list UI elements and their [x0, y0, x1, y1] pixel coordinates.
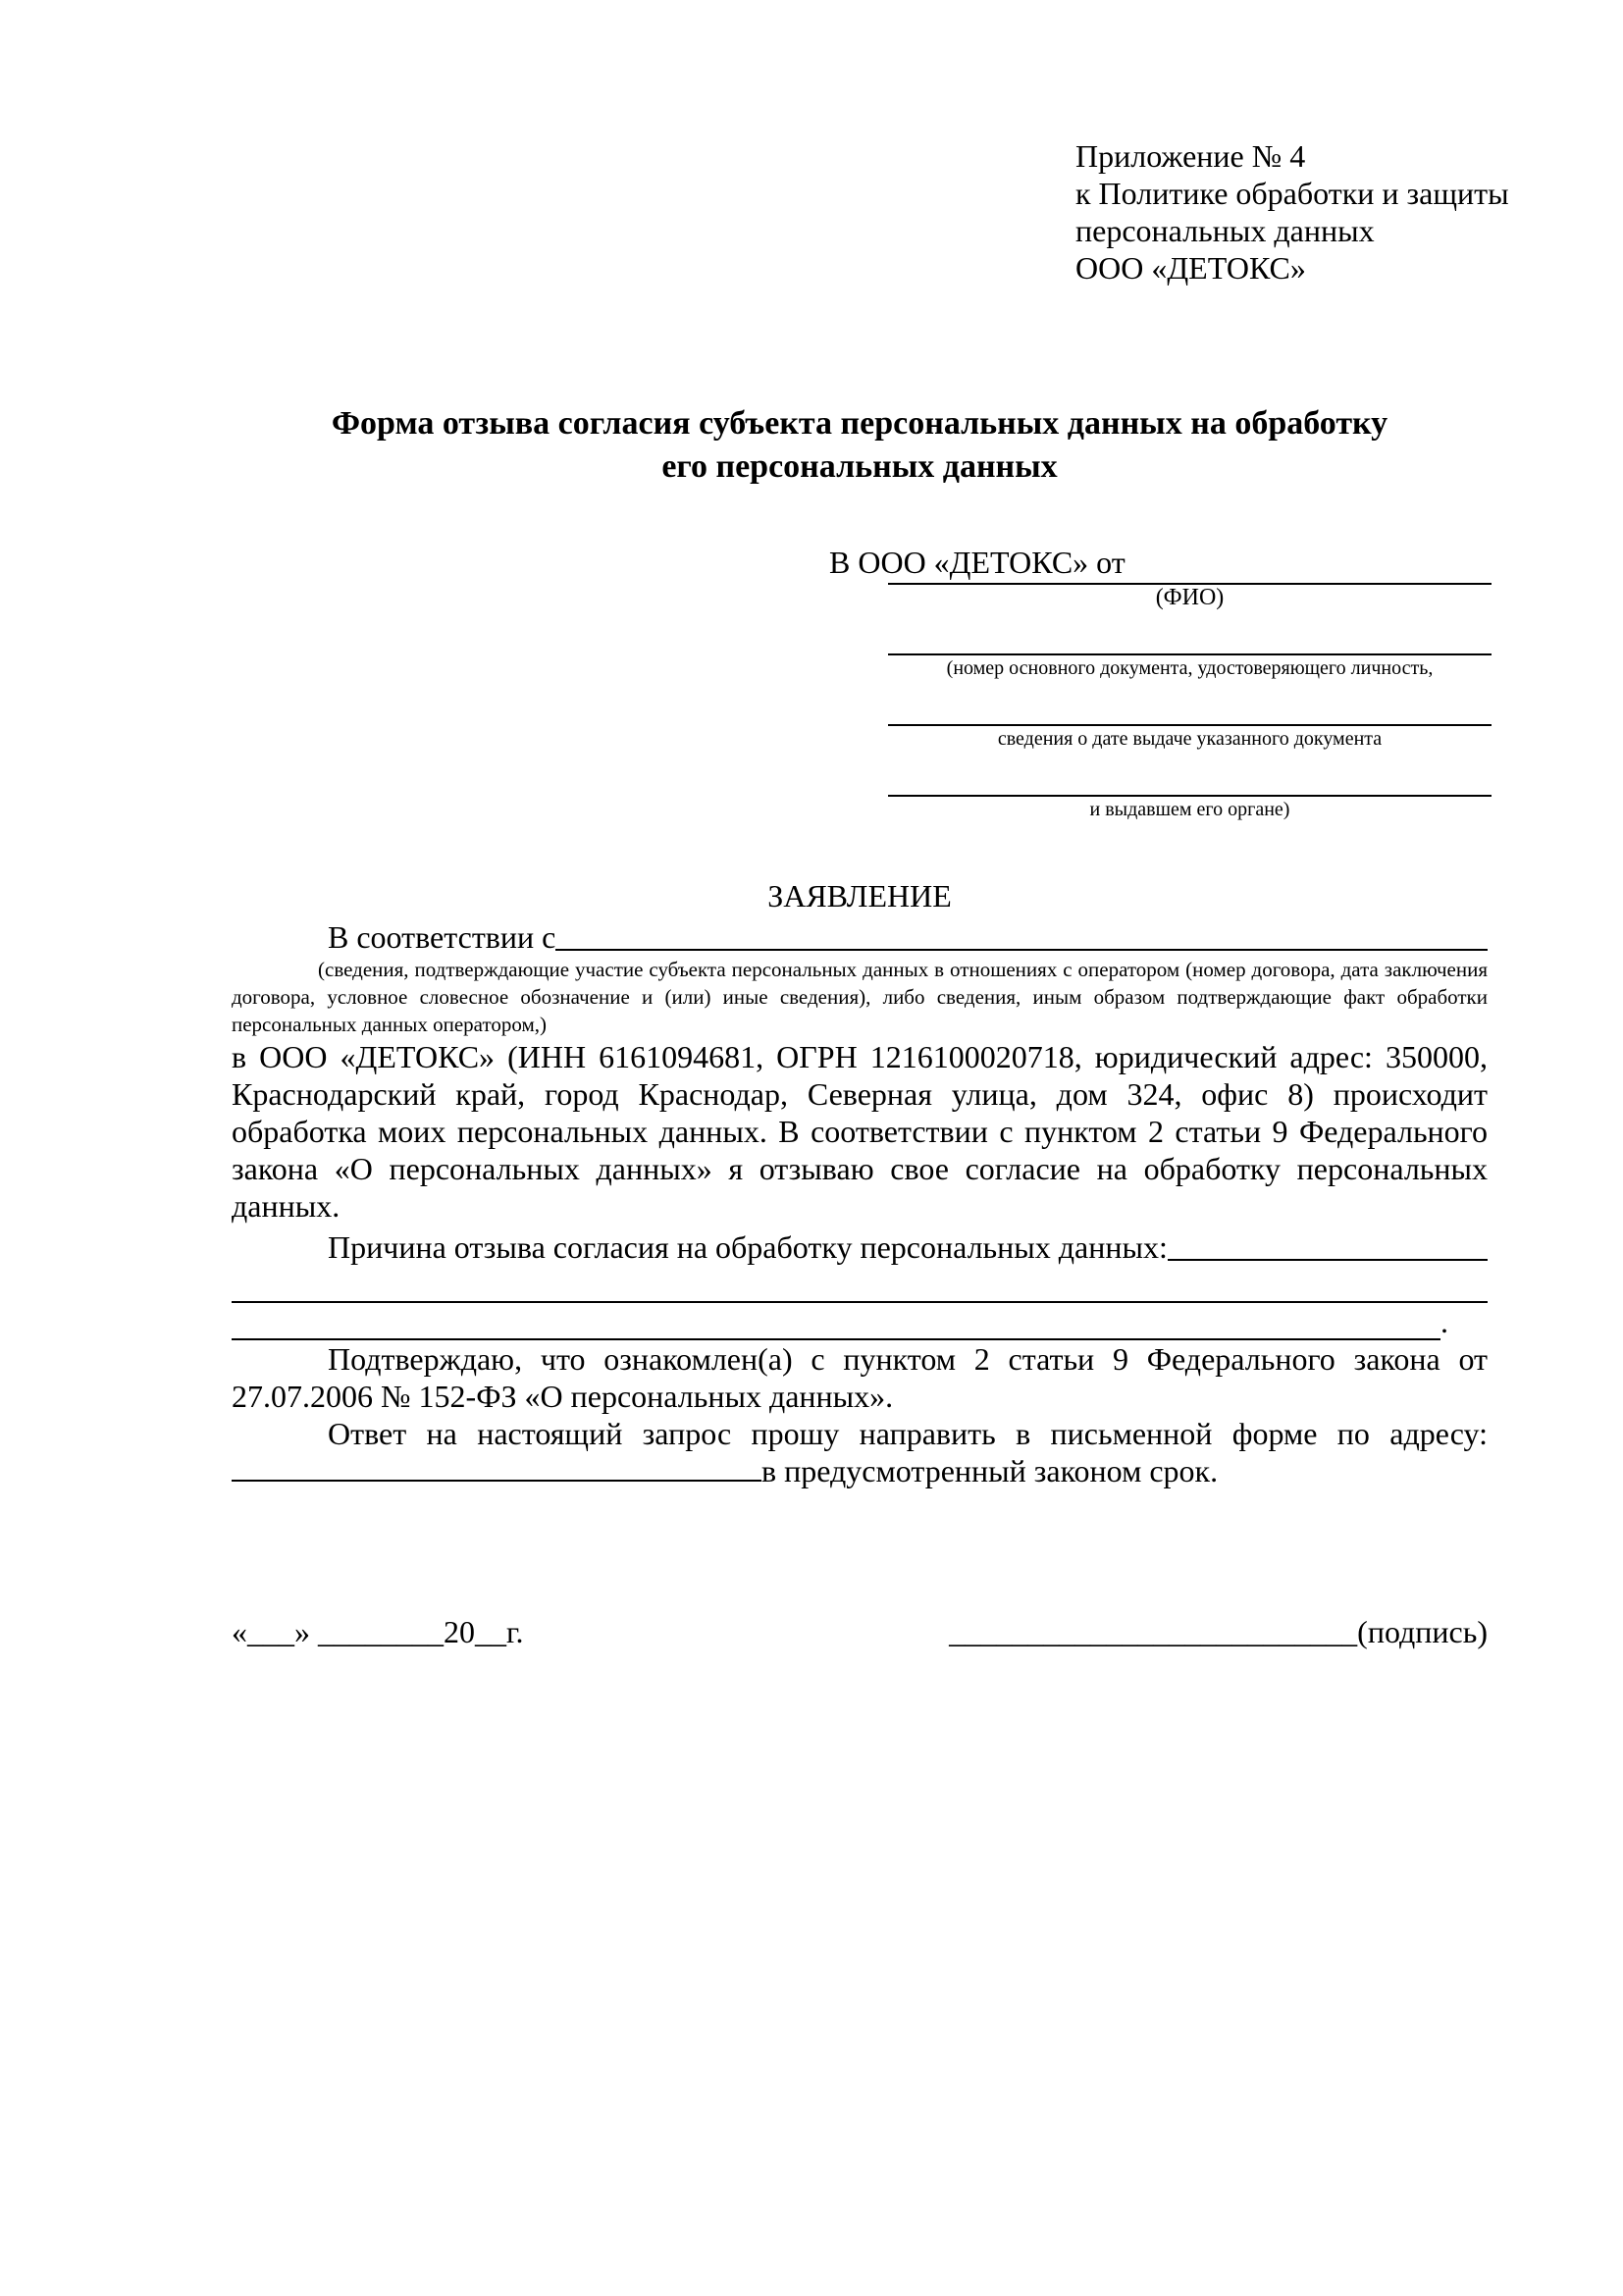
reason-continuation-rule: [232, 1303, 1440, 1340]
appendix-note: [1075, 137, 1509, 287]
appendix-line: к Политике обработки и защиты: [1075, 176, 1509, 211]
reason-blank-line: [1168, 1228, 1488, 1261]
response-intro: Ответ на настоящий запрос прошу направить в письменной форме по адресу:: [328, 1416, 1488, 1451]
document-number-blank-field: [888, 653, 1492, 681]
confirmation-paragraph: Подтверждаю, что ознакомлен(а) с пунктом 2 статьи 9 Федерального закона от 27.07.2006 № 152-ФЗ «О персональных данных».: [232, 1341, 1488, 1414]
signature-caption: (подпись): [1357, 1614, 1488, 1649]
issue-date-caption: сведения о дате выдаче указанного документа: [997, 728, 1383, 750]
document-title-line-1: Форма отзыва согласия субъекта персональных данных на обработку: [331, 405, 1388, 442]
statement-intro-label: В соответствии с: [328, 919, 556, 955]
response-suffix: в предусмотренный законом срок.: [761, 1453, 1219, 1488]
reason-row: [232, 1228, 1488, 1266]
statement-heading: ЗАЯВЛЕНИЕ: [767, 878, 952, 913]
document-title-line-2: его персональных данных: [661, 448, 1058, 485]
appendix-line: ООО «ДЕТОКС»: [1075, 250, 1306, 286]
statement-intro-blank-line: [555, 918, 1488, 951]
issue-date-blank-field: [888, 724, 1492, 752]
signature-field: [949, 1613, 1488, 1650]
addressee-line: В ООО «ДЕТОКС» от: [829, 545, 1126, 580]
statement-intro-row: [232, 918, 1488, 956]
reason-terminator: .: [1440, 1304, 1448, 1339]
main-paragraph: в ООО «ДЕТОКС» (ИНН 6161094681, ОГРН 1216100020718, юридический адрес: 350000, Краснодарский край, город Краснодар, Северная улица, дом 324, офис 8) происходит обработка моих персональных данных. В соответствии с пунктом 2 статьи 9 Федерального закона «О персональных данных» я отзываю свое согласие на обработку персональных данных.: [232, 1039, 1488, 1224]
appendix-line: Приложение № 4: [1075, 138, 1306, 174]
fio-caption: (ФИО): [1155, 585, 1225, 610]
fio-blank-field: [888, 583, 1492, 610]
reason-continuation-line-2: [232, 1303, 1488, 1340]
document-title: [232, 402, 1488, 489]
signature-blank-line: __________________________: [949, 1614, 1358, 1649]
response-paragraph: [232, 1415, 1488, 1489]
reason-label: Причина отзыва согласия на обработку персональных данных:: [328, 1229, 1168, 1265]
address-blank-line: [232, 1452, 761, 1482]
issuing-authority-caption: и выдавшем его органе): [1089, 799, 1290, 820]
document-number-caption: (номер основного документа, удостоверяющего личность,: [946, 657, 1434, 679]
addressee-fields: [232, 583, 1488, 822]
date-signature-row: [232, 1613, 1488, 1650]
reason-continuation-line-1: [232, 1266, 1488, 1303]
legal-note: (сведения, подтверждающие участие субъекта персональных данных в отношениях с оператором (номер договора, дата заключения договора, условное словесное обозначение и (или) иные сведения), либо сведения, иным образом подтверждающие факт обработки персональных данных оператором,): [232, 958, 1488, 1036]
issuing-authority-blank-field: [888, 795, 1492, 822]
appendix-line: персональных данных: [1075, 213, 1375, 248]
date-field: «___» ________20__г.: [232, 1614, 524, 1649]
